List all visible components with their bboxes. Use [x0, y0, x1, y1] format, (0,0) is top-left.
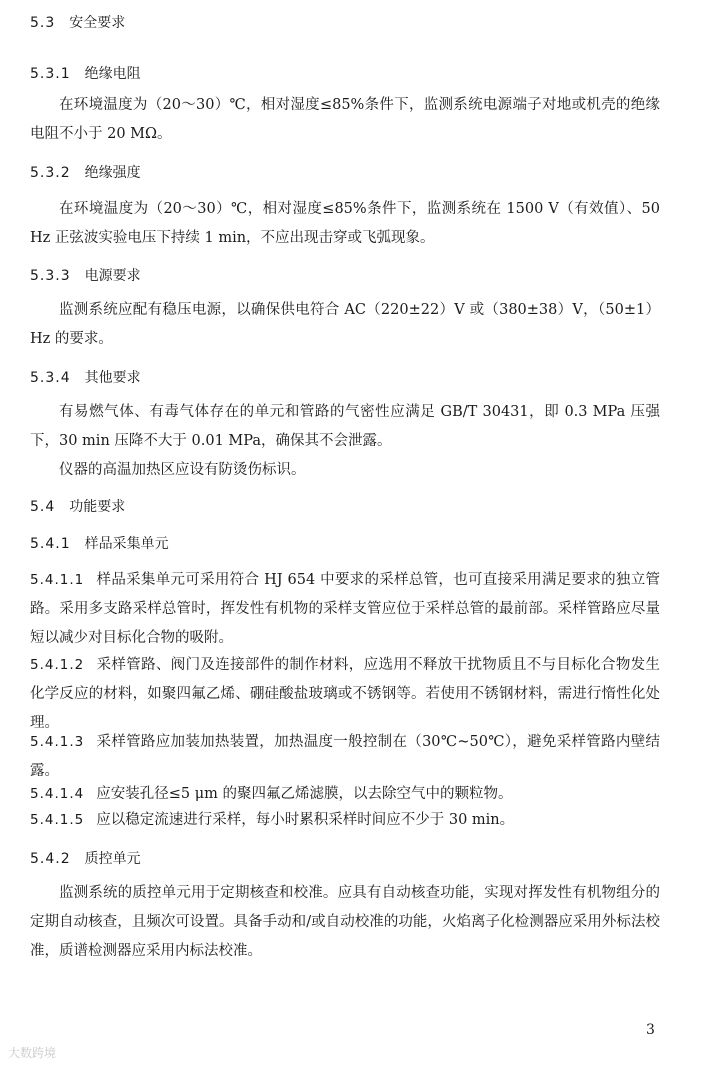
- paragraph-burn-warning: 仪器的高温加热区应设有防烫伤标识。: [59, 462, 306, 478]
- heading-title: 其他要求: [84, 370, 141, 386]
- list-item: [30, 728, 660, 786]
- heading-5-4-1: [30, 533, 169, 553]
- heading-5-3-4: [30, 367, 141, 387]
- list-item: [30, 806, 660, 835]
- item-number: 5.4.1.5: [30, 812, 85, 828]
- heading-5-3: [30, 12, 125, 32]
- heading-5-3-3: [30, 265, 141, 285]
- item-number: 5.4.1.4: [30, 786, 85, 802]
- watermark: 大数跨境: [8, 1046, 57, 1060]
- heading-number: 5.3.4: [30, 370, 71, 386]
- heading-title: 安全要求: [69, 15, 126, 31]
- heading-5-3-1: [30, 63, 141, 83]
- paragraph-power-requirement: 监测系统应配有稳压电源，以确保供电符合 AC（220±22）V 或（380±38）V，（50±1）Hz 的要求。: [30, 302, 660, 347]
- heading-title: 绝缘电阻: [84, 66, 141, 82]
- heading-number: 5.4.2: [30, 851, 71, 867]
- heading-title: 样品采集单元: [84, 536, 169, 552]
- heading-title: 功能要求: [69, 499, 126, 515]
- item-text: 采样管路、阀门及连接部件的制作材料，应选用不释放干扰物质且不与目标化合物发生化学反应的材料，如聚四氟乙烯、硼硅酸盐玻璃或不锈钢等。若使用不锈钢材料，需进行惰性化处理。: [30, 657, 660, 731]
- list-item: [30, 566, 660, 653]
- heading-title: 质控单元: [84, 851, 141, 867]
- list-item: [30, 780, 660, 809]
- item-number: 5.4.1.1: [30, 572, 85, 588]
- page-number: 3: [646, 1022, 655, 1038]
- heading-5-4: [30, 496, 125, 516]
- heading-5-4-2: [30, 848, 141, 868]
- heading-title: 绝缘强度: [84, 165, 141, 181]
- heading-title: 电源要求: [84, 268, 141, 284]
- item-text: 样品采集单元可采用符合 HJ 654 中要求的采样总管，也可直接采用满足要求的独立管路。采用多支路采样总管时，挥发性有机物的采样支管应位于采样总管的最前部。采样管路应尽量短以减少对目标化合物的吸附。: [30, 572, 660, 646]
- item-number: 5.4.1.2: [30, 657, 85, 673]
- heading-5-3-2: [30, 162, 141, 182]
- list-item: [30, 651, 660, 738]
- item-text: 应安装孔径≤5 μm 的聚四氟乙烯滤膜，以去除空气中的颗粒物。: [96, 786, 513, 802]
- heading-number: 5.3.2: [30, 165, 71, 181]
- heading-number: 5.3: [30, 15, 56, 31]
- scan-artifact: [88, 41, 148, 49]
- paragraph-other-requirements: 有易燃气体、有毒气体存在的单元和管路的气密性应满足 GB/T 30431，即 0.3 MPa 压强下，30 min 压降不大于 0.01 MPa，确保其不会泄露。: [30, 404, 660, 449]
- heading-number: 5.4: [30, 499, 56, 515]
- heading-number: 5.3.1: [30, 66, 71, 82]
- item-text: 应以稳定流速进行采样，每小时累积采样时间应不少于 30 min。: [96, 812, 515, 828]
- item-number: 5.4.1.3: [30, 734, 85, 750]
- paragraph-insulation-resistance: 在环境温度为（20～30）℃，相对湿度≤85%条件下，监测系统电源端子对地或机壳的绝缘电阻不小于 20 MΩ。: [30, 97, 660, 142]
- heading-number: 5.4.1: [30, 536, 71, 552]
- paragraph-quality-control: 监测系统的质控单元用于定期核查和校准。应具有自动核查功能，实现对挥发性有机物组分的定期自动核查，且频次可设置。具备手动和/或自动校准的功能，火焰离子化检测器应采用外标法校准，质谱检测器应采用内标法校准。: [30, 885, 660, 959]
- paragraph-insulation-strength: 在环境温度为（20～30）℃，相对湿度≤85%条件下，监测系统在 1500 V（有效值）、50 Hz 正弦波实验电压下持续 1 min，不应出现击穿或飞弧现象。: [30, 201, 660, 246]
- heading-number: 5.3.3: [30, 268, 71, 284]
- item-text: 采样管路应加装加热装置，加热温度一般控制在（30℃~50℃），避免采样管路内壁结露。: [30, 734, 660, 779]
